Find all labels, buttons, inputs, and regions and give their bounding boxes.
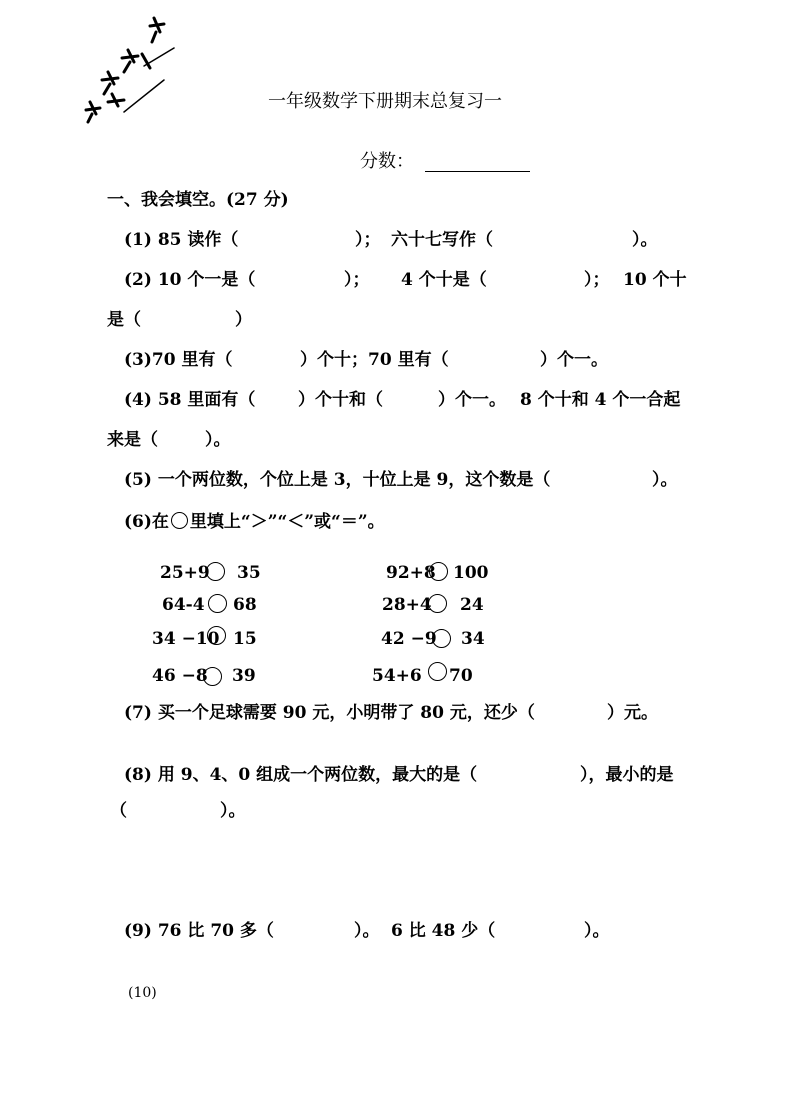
q5-part-b: ）。 bbox=[652, 470, 678, 490]
compare-circle[interactable] bbox=[203, 667, 222, 686]
compare-left: 54+6 bbox=[372, 666, 422, 686]
score-label: 分数： bbox=[360, 151, 414, 172]
compare-circle[interactable] bbox=[207, 626, 226, 645]
q9-part-b: ）。 bbox=[354, 921, 380, 941]
q8-part-c: （ bbox=[110, 801, 127, 821]
q8-part-b: ），最小的是 bbox=[580, 765, 674, 785]
compare-left: 46 −8 bbox=[152, 666, 208, 686]
page-title: 一年级数学下册期末总复习一 bbox=[268, 91, 502, 112]
q2-part-d: ）； bbox=[584, 270, 610, 290]
compare-left: 28+4 bbox=[382, 595, 432, 615]
compare-left: 64-4 bbox=[162, 595, 205, 615]
q3-part-c: ）个一。 bbox=[540, 350, 608, 370]
compare-left: 34 −10 bbox=[152, 629, 220, 649]
compare-circle[interactable] bbox=[206, 562, 225, 581]
q8-part-d: ）。 bbox=[220, 801, 246, 821]
q2-part-a: (2) 10 个一是（ bbox=[124, 270, 256, 290]
compare-circle[interactable] bbox=[208, 594, 227, 613]
score-blank[interactable] bbox=[425, 171, 530, 172]
compare-circle[interactable] bbox=[429, 562, 448, 581]
q2-part-e: 10 个十 bbox=[623, 270, 687, 290]
q4-part-b: ）个十和（ bbox=[298, 390, 383, 410]
q5-part-a: (5) 一个两位数，个位上是 3，十位上是 9，这个数是（ bbox=[124, 470, 551, 490]
q7-part-a: (7) 买一个足球需要 90 元，小明带了 80 元，还少（ bbox=[124, 703, 535, 723]
q4-part-c: ）个一。 bbox=[438, 390, 506, 410]
q4-part-e: 来是（ bbox=[107, 430, 158, 450]
compare-left: 42 −9 bbox=[381, 629, 437, 649]
q4-part-f: ）。 bbox=[205, 430, 231, 450]
q2-part-b: ）； bbox=[344, 270, 370, 290]
compare-left: 25+9 bbox=[160, 563, 210, 583]
q3-part-a: (3)70 里有（ bbox=[124, 350, 233, 370]
section-heading: 一、我会填空。(27 分) bbox=[107, 190, 289, 210]
q2-part-c: 4 个十是（ bbox=[401, 270, 487, 290]
stamp-mark bbox=[84, 10, 184, 125]
compare-right: 34 bbox=[461, 629, 485, 649]
q4-part-d: 8 个十和 4 个一合起 bbox=[520, 390, 681, 410]
circle-icon bbox=[171, 512, 188, 529]
q1-part-d: ）。 bbox=[632, 230, 658, 250]
q1-part-a: (1) 85 读作（ bbox=[124, 230, 239, 250]
q8-part-a: (8) 用 9、4、0 组成一个两位数，最大的是（ bbox=[124, 765, 478, 785]
compare-left: 92+8 bbox=[386, 563, 436, 583]
compare-right: 39 bbox=[232, 666, 256, 686]
q2-part-f: 是（ bbox=[107, 310, 141, 330]
q7-part-b: ）元。 bbox=[607, 703, 658, 723]
q1-part-c: 六十七写作（ bbox=[391, 230, 493, 250]
q6-part-a: (6)在 bbox=[124, 512, 169, 532]
q3-part-b: ）个十；70 里有（ bbox=[300, 350, 449, 370]
q1-part-b: ）； bbox=[355, 230, 381, 250]
compare-right: 70 bbox=[449, 666, 473, 686]
compare-right: 68 bbox=[233, 595, 257, 615]
compare-circle[interactable] bbox=[428, 594, 447, 613]
compare-circle[interactable] bbox=[432, 629, 451, 648]
compare-right: 15 bbox=[233, 629, 257, 649]
q10-label: (10) bbox=[128, 985, 157, 1001]
q9-part-c: 6 比 48 少（ bbox=[391, 921, 496, 941]
compare-right: 35 bbox=[237, 563, 261, 583]
q6-instruction bbox=[124, 512, 385, 531]
q9-part-d: ）。 bbox=[584, 921, 610, 941]
compare-right: 24 bbox=[460, 595, 484, 615]
q6-part-b: 里填上“＞”“＜”或“＝”。 bbox=[189, 512, 385, 532]
q4-part-a: (4) 58 里面有（ bbox=[124, 390, 256, 410]
compare-right: 100 bbox=[453, 563, 489, 583]
q2-part-g: ） bbox=[235, 310, 252, 330]
compare-circle[interactable] bbox=[428, 662, 447, 681]
q9-part-a: (9) 76 比 70 多（ bbox=[124, 921, 274, 941]
